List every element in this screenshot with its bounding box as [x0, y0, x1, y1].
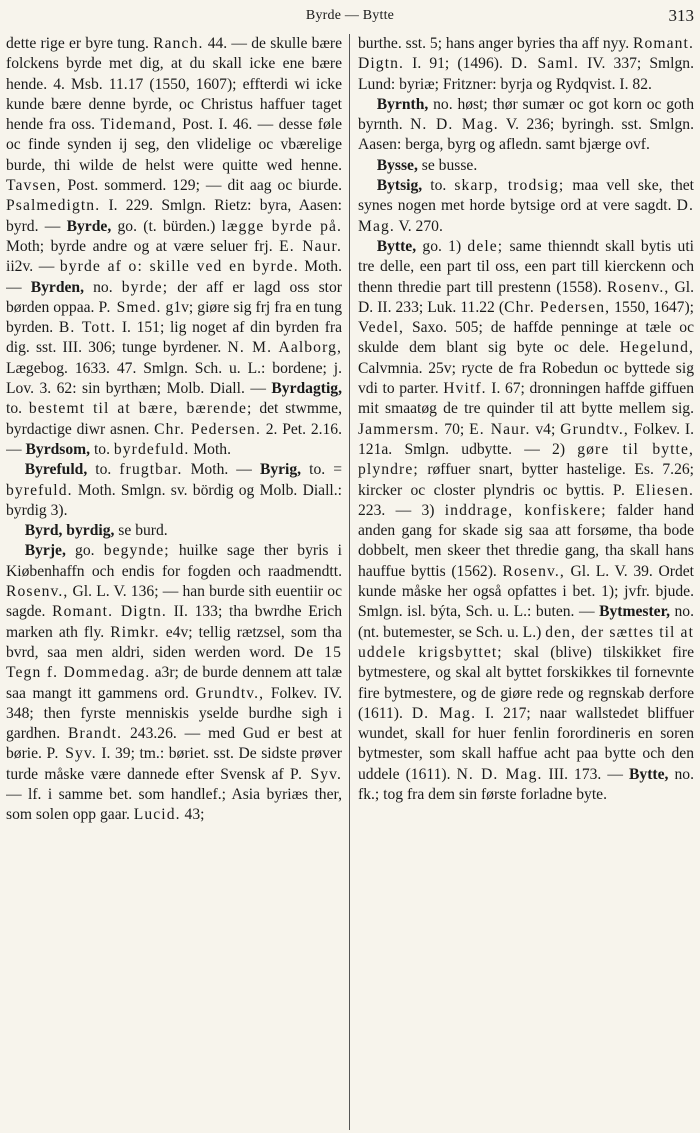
spaced-text: inddrage, konfiskere;	[444, 501, 607, 519]
spaced-text: E. Naur.	[469, 420, 531, 438]
entry-text: to.	[422, 177, 455, 195]
spaced-text: Chr. Pedersen.	[154, 420, 261, 438]
dictionary-entry	[358, 34, 694, 95]
spaced-text: Lucid.	[133, 806, 181, 824]
spaced-text: den, der sættes til at uddele krigsbyttet;	[358, 623, 694, 661]
headword: Bysse,	[376, 156, 418, 174]
headword: Bytsig,	[376, 177, 423, 195]
entry-text: I. 217; naar wallstedet bliffuer wundet, skall for huer fenlin forordineris en soren bytmester, som skall haffue acht paa bytte och den uddele (1611).	[358, 704, 694, 783]
entry-text: Saxo. 505; de haffde penninge at tæle oc skulde dem blant sig byte oc dele.	[358, 319, 694, 357]
spaced-text: gøre til bytte, plyndre;	[358, 440, 694, 479]
entry-text: falder hand anden gang for skade sig saa att forsøme, tha bode dobbelt, men skeer thet thredie gang, tha skall hans hauffue byttis (1562).	[358, 501, 694, 580]
spaced-text: Rosenv.,	[6, 583, 69, 601]
entry-text: ii2v. —	[6, 258, 60, 276]
entry-text: no. (nt. butemester, se Sch. u. L.)	[358, 603, 694, 641]
spaced-text: byrde af o: skille ved en byrde.	[59, 258, 299, 276]
spaced-text: D. Saml.	[510, 55, 579, 73]
headword: Byrdsom,	[25, 440, 91, 458]
entry-text: maa vell ske, thet synes nogen met horde bytsige ord at vere sagdt.	[358, 177, 694, 215]
entry-text: g1v; giøre sig frj fra en tung byrden.	[6, 298, 342, 337]
entry-text: 70;	[439, 420, 470, 438]
dictionary-entry	[6, 541, 342, 825]
entry-text: Post. sommerd. 129; — dit aag oc biurde.	[61, 177, 342, 195]
entry-text: a3r; de burde dennem att talæ saa mangt itt gammens ord.	[6, 664, 342, 702]
entry-text: 1550, 1647);	[610, 298, 694, 316]
dictionary-entry	[6, 460, 342, 521]
entry-text: to.	[6, 400, 29, 418]
spaced-text: P. Syv.	[46, 745, 97, 763]
spaced-text: N. D. Mag.	[456, 765, 543, 783]
spaced-text: Ranch.	[153, 35, 204, 52]
entry-text: se burd.	[114, 522, 168, 540]
entry-text: skal (blive) tilskikket fire bytmestere, og skal alt byttet forskikkes til fornevnte fire bytmestere, og de giøre rede og regnskab derfore (1611).	[358, 643, 694, 722]
entry-text: go. (t. bürden.)	[111, 217, 222, 235]
spaced-text: P. Smed.	[98, 298, 162, 316]
entry-text: V. 236; byringh. sst. Smlgn. Aasen: berga, byrg og afledn. samt bjærge ovf.	[358, 116, 694, 154]
spaced-text: Tavsen,	[6, 177, 62, 195]
entry-text: Gl. L. V. 39. Ordet kunde måske her også opfattes i bet. 1); jvfr. bjude. Smlgn. isl. býta, Sch. u. L.: buten. —	[358, 562, 694, 621]
dictionary-entry	[6, 521, 342, 541]
headword: Byrden,	[30, 278, 84, 296]
spaced-text: P. Eliesen.	[612, 481, 694, 499]
dictionary-entry	[358, 176, 694, 237]
spaced-text: byrdefuld.	[113, 440, 190, 458]
spaced-text: D. Mag.	[411, 704, 477, 722]
spaced-text: bestemt til at bære, bærende;	[28, 400, 253, 418]
entry-text: Moth.	[189, 440, 231, 458]
headword: Byrje,	[24, 542, 66, 560]
spaced-text: frugtbar.	[119, 461, 183, 479]
entry-text: — lf. i samme bet. som handlef.; Asia byriæs ther, som solen opp gaar.	[6, 785, 342, 824]
dictionary-entry	[358, 237, 694, 805]
spaced-text: byrde;	[121, 278, 169, 296]
entry-text: 44. — de skulle bære folckens byrde met dig, at du skall icke ene bære hende. 4. Msb. 11.17 (1550, 1607); effterdi wi icke kunde bære denne byrde, oc Christus haffuer taget hende fra oss.	[6, 35, 342, 134]
entry-text: I. 67; dronningen haffde giffuen mit smaatøg de tre quinder til att bytte mellem sig.	[358, 380, 694, 418]
headword: Byrdagtig,	[271, 380, 342, 398]
spaced-text: Tidemand,	[100, 116, 177, 134]
entry-text: Lægebog. 1633. 47. Smlgn. Sch. u. L.: bordene; j. Lov. 3. 62: sin byrthæn; Molb. Diall. —	[6, 359, 342, 398]
spaced-text: Brandt.	[68, 725, 123, 743]
entry-text: I. 229. Smlgn. Rietz: byra, Aasen: byrd. —	[6, 197, 342, 235]
spaced-text: Hvitf.	[443, 380, 487, 398]
entry-text: I. 151; lig noget af din byrden fra dig. sst. III. 306; tunge byrdener.	[6, 319, 342, 357]
entry-text: 2. Pet. 2.16. —	[6, 420, 342, 458]
spaced-text: Psalmedigtn.	[6, 197, 101, 215]
spaced-text: byrefuld.	[6, 481, 73, 499]
entry-text: 43;	[180, 806, 205, 824]
spaced-text: Jammersm.	[358, 420, 440, 438]
spaced-text: Rosenv.,	[606, 278, 670, 296]
dictionary-entry	[358, 95, 694, 156]
spaced-text: Grundtv.,	[560, 420, 629, 438]
headword: Bytte,	[376, 237, 417, 255]
entry-text: Gl. L. V. 136; — han burde sith euentiir oc sagde.	[6, 583, 342, 621]
entry-text: III. 173. —	[542, 765, 630, 783]
entry-text: go.	[65, 542, 104, 560]
entry-text: Calvmnia. 25v; rycte de fra Robedun oc byttede sig vdi to parter.	[358, 359, 694, 398]
spaced-text: Grundtv.,	[195, 684, 265, 702]
entry-text: go. 1)	[416, 237, 468, 255]
spaced-text: Vedel,	[358, 319, 405, 337]
spaced-text: begynde;	[103, 542, 170, 560]
spaced-text: Chr. Pedersen,	[504, 298, 611, 316]
right-column	[358, 34, 694, 1130]
spaced-text: E. Naur.	[279, 237, 342, 255]
spaced-text: P. Syv.	[290, 765, 342, 783]
entry-text: Moth. —	[6, 258, 342, 296]
entry-text: Gl. D. II. 233; Luk. 11.22 (	[358, 278, 694, 316]
headword: Byrde,	[66, 217, 112, 235]
page-header	[0, 4, 700, 30]
entry-text: IV. 337; Smlgn. Lund: byriæ; Fritzner: byrja og Rydqvist. I. 82.	[358, 55, 694, 93]
spaced-text: skarp, trodsig;	[454, 177, 565, 195]
spaced-text: De 15 Tegn f. Dommedag.	[6, 643, 342, 682]
spaced-text: B. Tott.	[58, 319, 117, 337]
entry-text: no. høst; thør sumær oc got korn oc goth byrnth.	[358, 95, 694, 134]
headword: Byrig,	[259, 461, 302, 479]
entry-text: 243.26. — med Gud er best at børie.	[6, 725, 342, 763]
dictionary-entry	[6, 34, 342, 460]
entry-text: Folkev. IV. 348; then fyrste menniskis yselde burdhe sigh i gardhen.	[6, 684, 342, 743]
headword: Bytmester,	[599, 603, 670, 621]
spaced-text: N. D. Mag.	[410, 116, 499, 134]
spaced-text: Rimkr.	[110, 623, 160, 641]
entry-text: 223. — 3)	[358, 501, 445, 519]
spaced-text: Romant. Digtn.	[52, 603, 167, 621]
entry-text: v4;	[530, 420, 561, 438]
headword: Bytte,	[629, 765, 669, 783]
spaced-text: dele;	[467, 237, 504, 255]
entry-text: dette rige er byre tung.	[6, 35, 154, 52]
column-rule	[349, 34, 350, 1130]
dictionary-entry	[358, 156, 694, 176]
entry-text: I. 91; (1496).	[404, 55, 511, 73]
entry-text: to.	[87, 461, 120, 479]
left-column	[6, 34, 342, 1130]
spaced-text: Rosenv.,	[502, 562, 565, 580]
entry-text: se busse.	[417, 156, 478, 174]
entry-text: V. 270.	[394, 217, 443, 235]
spaced-text: Hegelund,	[619, 339, 694, 357]
entry-text: huilke sage ther byris i Kiøbenhaffn och endis for fogden och raadmendtt.	[6, 542, 342, 580]
entry-text: no.	[84, 278, 122, 296]
headword: Byrefuld,	[24, 461, 88, 479]
entry-text: e4v; tellig rætzsel, som tha bvrd, saa men aldri, siden werden word.	[6, 623, 342, 661]
headword: Byrd, byrdig,	[24, 522, 115, 540]
text-columns	[6, 34, 694, 1130]
spaced-text: lægge byrde på.	[221, 217, 342, 235]
page-number: 313	[668, 6, 694, 25]
entry-text: røffuer snart, bytter hastelige. Es. 7.26; kircker oc closter plyndris oc byttis.	[358, 461, 694, 499]
entry-text: der aff er lagd oss stor børden oppaa.	[6, 278, 342, 316]
entry-text: Folkev. I. 121a. Smlgn. udbytte. — 2)	[358, 420, 694, 458]
entry-text: Moth. Smlgn. sv. bördig og Molb. Diall.: byrdig 3).	[6, 481, 342, 519]
entry-text: same thienndt skall bytis uti tre delle, een part til oss, een part till kierckenn och thenn thredie part till prestenn (1558).	[358, 237, 694, 296]
entry-text: no. fk.; tog fra dem sin første forladne byte.	[358, 765, 694, 803]
entry-text: Moth. —	[182, 461, 260, 479]
entry-text: I. 39; tm.: børiet. sst. De sidste prøver turde måske være dannede efter Svensk af	[6, 745, 342, 783]
entry-text: burthe. sst. 5; hans anger byries tha aff nyy.	[358, 35, 634, 52]
entry-text: Post. I. 46. — desse føle oc finde synden ij seg, den vlidelige oc vbærelige burde, thi wilde de helst were quitte wed henne.	[6, 116, 342, 174]
spaced-text: Romant. Digtn.	[358, 35, 694, 73]
spaced-text: D. Mag.	[358, 197, 694, 235]
entry-text: II. 133; tha bwrdhe Erich marken ath fly.	[6, 603, 342, 641]
running-head: Byrde — Bytte	[305, 8, 395, 23]
entry-text: to.	[90, 440, 114, 458]
entry-text: to. =	[301, 461, 342, 479]
headword: Byrnth,	[376, 95, 429, 113]
entry-text: det stwmme, byrdactige diwr asnen.	[6, 400, 342, 438]
entry-text: Moth; byrde andre og at være seluer frj.	[6, 237, 280, 255]
spaced-text: N. M. Aalborg,	[227, 339, 342, 357]
